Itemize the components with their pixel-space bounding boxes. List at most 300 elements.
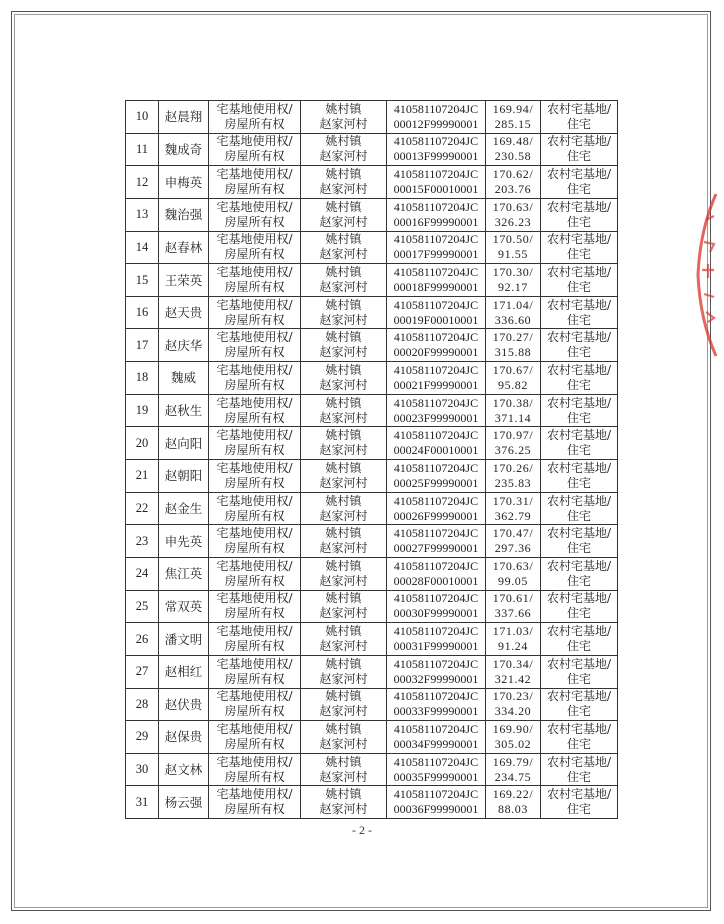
unit-code-cell <box>387 460 486 493</box>
owner-name-cell: 赵保贵 <box>159 721 209 754</box>
right-type-line: 宅基地使用权/ <box>216 689 293 704</box>
area-line: 235.83 <box>494 475 532 490</box>
right-type-line: 宅基地使用权/ <box>216 721 293 736</box>
unit-code-line: 00016F99990001 <box>393 214 479 229</box>
row-number-cell: 24 <box>126 557 159 590</box>
area-line: 336.60 <box>494 312 532 327</box>
table-row <box>126 688 618 721</box>
usage-cell <box>541 427 618 460</box>
location-line: 赵家河村 <box>319 606 368 621</box>
location-line: 赵家河村 <box>319 410 368 425</box>
usage-line: 农村宅基地/ <box>546 395 612 410</box>
right-type-line: 房屋所有权 <box>224 410 285 425</box>
unit-code-line: 00034F99990001 <box>393 736 479 751</box>
location-line: 姚村镇 <box>325 689 362 704</box>
owner-name-cell: 王荣英 <box>159 264 209 297</box>
location-line: 赵家河村 <box>319 116 368 131</box>
area-line: 171.03/ <box>492 624 534 639</box>
owner-name-cell: 赵相红 <box>159 655 209 688</box>
usage-line: 农村宅基地/ <box>546 167 612 182</box>
usage-cell <box>541 231 618 264</box>
right-type-line: 房屋所有权 <box>224 247 285 262</box>
table-row <box>126 460 618 493</box>
location-line: 姚村镇 <box>325 428 362 443</box>
owner-name-cell: 赵伏贵 <box>159 688 209 721</box>
location-line: 赵家河村 <box>319 541 368 556</box>
row-number-cell: 13 <box>126 198 159 231</box>
usage-line: 农村宅基地/ <box>546 362 612 377</box>
table-row <box>126 721 618 754</box>
usage-line: 农村宅基地/ <box>546 232 612 247</box>
location-line: 姚村镇 <box>325 101 362 116</box>
location-line: 赵家河村 <box>319 443 368 458</box>
usage-line: 住宅 <box>566 345 591 360</box>
location-line: 姚村镇 <box>325 330 362 345</box>
unit-code-line: 00033F99990001 <box>393 704 479 719</box>
row-number-cell: 25 <box>126 590 159 623</box>
right-type-cell <box>209 753 301 786</box>
location-line: 赵家河村 <box>319 247 368 262</box>
location-cell <box>301 786 387 819</box>
unit-code-line: 410581107204JC <box>393 265 479 280</box>
location-line: 赵家河村 <box>319 704 368 719</box>
right-type-cell <box>209 557 301 590</box>
usage-cell <box>541 786 618 819</box>
usage-line: 住宅 <box>566 149 591 164</box>
owner-name-cell: 赵晨翔 <box>159 101 209 134</box>
table-row <box>126 231 618 264</box>
area-cell <box>486 296 541 329</box>
right-type-cell <box>209 329 301 362</box>
unit-code-line: 00019F00010001 <box>393 312 479 327</box>
unit-code-line: 410581107204JC <box>393 395 479 410</box>
location-line: 姚村镇 <box>325 656 362 671</box>
area-line: 170.34/ <box>492 656 534 671</box>
right-type-line: 房屋所有权 <box>224 704 285 719</box>
usage-line: 住宅 <box>566 606 591 621</box>
unit-code-line: 00027F99990001 <box>393 541 479 556</box>
usage-line: 住宅 <box>566 443 591 458</box>
usage-line: 农村宅基地/ <box>546 297 612 312</box>
location-cell <box>301 753 387 786</box>
location-line: 姚村镇 <box>325 558 362 573</box>
area-line: 337.66 <box>494 606 532 621</box>
unit-code-cell <box>387 362 486 395</box>
right-type-cell <box>209 721 301 754</box>
table-row <box>126 101 618 134</box>
right-type-line: 宅基地使用权/ <box>216 232 293 247</box>
usage-line: 住宅 <box>566 769 591 784</box>
table-body <box>126 101 618 819</box>
right-type-line: 宅基地使用权/ <box>216 428 293 443</box>
location-line: 赵家河村 <box>319 475 368 490</box>
table-row <box>126 296 618 329</box>
area-line: 203.76 <box>494 182 532 197</box>
table-row <box>126 427 618 460</box>
unit-code-line: 00025F99990001 <box>393 475 479 490</box>
area-cell <box>486 753 541 786</box>
row-number-cell: 10 <box>126 101 159 134</box>
row-number-cell: 26 <box>126 623 159 656</box>
location-cell <box>301 492 387 525</box>
unit-code-line: 00012F99990001 <box>393 116 479 131</box>
location-line: 赵家河村 <box>319 182 368 197</box>
usage-cell <box>541 655 618 688</box>
area-line: 297.36 <box>494 541 532 556</box>
right-type-line: 宅基地使用权/ <box>216 460 293 475</box>
owner-name-cell: 潘文明 <box>159 623 209 656</box>
unit-code-cell <box>387 264 486 297</box>
location-cell <box>301 362 387 395</box>
right-type-line: 宅基地使用权/ <box>216 526 293 541</box>
owner-name-cell: 杨云强 <box>159 786 209 819</box>
right-type-line: 宅基地使用权/ <box>216 787 293 802</box>
usage-line: 住宅 <box>566 312 591 327</box>
right-type-cell <box>209 231 301 264</box>
unit-code-line: 410581107204JC <box>393 428 479 443</box>
unit-code-cell <box>387 166 486 199</box>
usage-cell <box>541 198 618 231</box>
usage-cell <box>541 362 618 395</box>
row-number-cell: 23 <box>126 525 159 558</box>
owner-name-cell: 赵春林 <box>159 231 209 264</box>
right-type-line: 房屋所有权 <box>224 280 285 295</box>
area-line: 170.63/ <box>492 558 534 573</box>
right-type-line: 房屋所有权 <box>224 639 285 654</box>
owner-name-cell: 魏成奇 <box>159 133 209 166</box>
area-cell <box>486 786 541 819</box>
owner-name-cell: 赵文林 <box>159 753 209 786</box>
unit-code-cell <box>387 394 486 427</box>
location-line: 姚村镇 <box>325 754 362 769</box>
row-number-cell: 21 <box>126 460 159 493</box>
area-line: 326.23 <box>494 214 532 229</box>
table-row <box>126 198 618 231</box>
usage-line: 住宅 <box>566 704 591 719</box>
owner-name-cell: 焦江英 <box>159 557 209 590</box>
owner-name-cell: 赵天贵 <box>159 296 209 329</box>
area-line: 334.20 <box>494 704 532 719</box>
area-line: 234.75 <box>494 769 532 784</box>
area-cell <box>486 460 541 493</box>
table-row <box>126 492 618 525</box>
area-line: 169.79/ <box>492 754 534 769</box>
right-type-line: 房屋所有权 <box>224 377 285 392</box>
location-cell <box>301 655 387 688</box>
owner-name-cell: 赵金生 <box>159 492 209 525</box>
unit-code-line: 00024F00010001 <box>393 443 479 458</box>
page-number: - 2 - <box>352 823 372 837</box>
usage-line: 住宅 <box>566 802 591 817</box>
location-line: 姚村镇 <box>325 297 362 312</box>
area-cell <box>486 394 541 427</box>
unit-code-cell <box>387 655 486 688</box>
unit-code-line: 410581107204JC <box>393 460 479 475</box>
right-type-line: 房屋所有权 <box>224 345 285 360</box>
location-line: 姚村镇 <box>325 493 362 508</box>
red-seal-fragment-icon <box>692 190 720 360</box>
area-line: 99.05 <box>498 573 528 588</box>
unit-code-line: 00020F99990001 <box>393 345 479 360</box>
usage-line: 农村宅基地/ <box>546 624 612 639</box>
usage-line: 住宅 <box>566 573 591 588</box>
area-line: 169.48/ <box>492 134 534 149</box>
area-line: 170.30/ <box>492 265 534 280</box>
row-number-cell: 30 <box>126 753 159 786</box>
owner-name-cell: 魏治强 <box>159 198 209 231</box>
row-number-cell: 15 <box>126 264 159 297</box>
unit-code-line: 410581107204JC <box>393 624 479 639</box>
table-row <box>126 557 618 590</box>
location-line: 姚村镇 <box>325 199 362 214</box>
location-line: 姚村镇 <box>325 134 362 149</box>
row-number-cell: 31 <box>126 786 159 819</box>
table-row <box>126 133 618 166</box>
right-type-line: 房屋所有权 <box>224 769 285 784</box>
right-type-line: 宅基地使用权/ <box>216 101 293 116</box>
row-number-cell: 29 <box>126 721 159 754</box>
unit-code-cell <box>387 753 486 786</box>
location-line: 姚村镇 <box>325 232 362 247</box>
row-number-cell: 11 <box>126 133 159 166</box>
location-line: 姚村镇 <box>325 721 362 736</box>
right-type-line: 宅基地使用权/ <box>216 134 293 149</box>
usage-line: 农村宅基地/ <box>546 754 612 769</box>
unit-code-line: 410581107204JC <box>393 754 479 769</box>
location-line: 姚村镇 <box>325 362 362 377</box>
usage-line: 住宅 <box>566 116 591 131</box>
row-number-cell: 19 <box>126 394 159 427</box>
right-type-line: 宅基地使用权/ <box>216 362 293 377</box>
usage-line: 住宅 <box>566 182 591 197</box>
location-line: 赵家河村 <box>319 671 368 686</box>
table-row <box>126 753 618 786</box>
unit-code-line: 410581107204JC <box>393 558 479 573</box>
location-cell <box>301 166 387 199</box>
right-type-cell <box>209 264 301 297</box>
usage-line: 住宅 <box>566 410 591 425</box>
location-cell <box>301 557 387 590</box>
location-line: 赵家河村 <box>319 214 368 229</box>
right-type-cell <box>209 460 301 493</box>
right-type-line: 房屋所有权 <box>224 116 285 131</box>
location-line: 赵家河村 <box>319 280 368 295</box>
unit-code-line: 00021F99990001 <box>393 377 479 392</box>
area-line: 170.47/ <box>492 526 534 541</box>
table-row <box>126 525 618 558</box>
right-type-cell <box>209 525 301 558</box>
right-type-line: 房屋所有权 <box>224 541 285 556</box>
area-line: 169.94/ <box>492 101 534 116</box>
right-type-line: 宅基地使用权/ <box>216 656 293 671</box>
usage-cell <box>541 296 618 329</box>
right-type-line: 房屋所有权 <box>224 671 285 686</box>
usage-line: 农村宅基地/ <box>546 265 612 280</box>
usage-line: 住宅 <box>566 377 591 392</box>
table-row <box>126 394 618 427</box>
location-line: 姚村镇 <box>325 460 362 475</box>
table-row <box>126 329 618 362</box>
usage-line: 住宅 <box>566 214 591 229</box>
unit-code-cell <box>387 557 486 590</box>
location-line: 姚村镇 <box>325 265 362 280</box>
owner-name-cell: 申先英 <box>159 525 209 558</box>
usage-line: 农村宅基地/ <box>546 330 612 345</box>
row-number-cell: 12 <box>126 166 159 199</box>
location-line: 赵家河村 <box>319 377 368 392</box>
unit-code-cell <box>387 296 486 329</box>
unit-code-line: 410581107204JC <box>393 689 479 704</box>
right-type-cell <box>209 623 301 656</box>
area-cell <box>486 329 541 362</box>
usage-cell <box>541 721 618 754</box>
usage-line: 农村宅基地/ <box>546 199 612 214</box>
area-line: 362.79 <box>494 508 532 523</box>
usage-cell <box>541 394 618 427</box>
usage-line: 住宅 <box>566 736 591 751</box>
table-row <box>126 623 618 656</box>
unit-code-line: 410581107204JC <box>393 362 479 377</box>
area-line: 285.15 <box>494 116 532 131</box>
location-line: 赵家河村 <box>319 345 368 360</box>
area-line: 95.82 <box>498 377 528 392</box>
usage-line: 住宅 <box>566 280 591 295</box>
area-line: 170.63/ <box>492 199 534 214</box>
row-number-cell: 28 <box>126 688 159 721</box>
area-line: 371.14 <box>494 410 532 425</box>
owner-name-cell: 常双英 <box>159 590 209 623</box>
right-type-line: 房屋所有权 <box>224 606 285 621</box>
location-line: 姚村镇 <box>325 787 362 802</box>
area-cell <box>486 721 541 754</box>
area-cell <box>486 655 541 688</box>
unit-code-line: 410581107204JC <box>393 167 479 182</box>
right-type-cell <box>209 492 301 525</box>
unit-code-cell <box>387 590 486 623</box>
location-cell <box>301 394 387 427</box>
right-type-cell <box>209 394 301 427</box>
unit-code-line: 00013F99990001 <box>393 149 479 164</box>
location-cell <box>301 623 387 656</box>
area-cell <box>486 590 541 623</box>
right-type-line: 房屋所有权 <box>224 443 285 458</box>
area-line: 321.42 <box>494 671 532 686</box>
unit-code-line: 00031F99990001 <box>393 639 479 654</box>
right-type-line: 房屋所有权 <box>224 802 285 817</box>
location-line: 赵家河村 <box>319 639 368 654</box>
unit-code-line: 00023F99990001 <box>393 410 479 425</box>
usage-cell <box>541 166 618 199</box>
usage-cell <box>541 101 618 134</box>
location-line: 姚村镇 <box>325 395 362 410</box>
table-row <box>126 590 618 623</box>
location-line: 赵家河村 <box>319 573 368 588</box>
row-number-cell: 14 <box>126 231 159 264</box>
location-cell <box>301 427 387 460</box>
unit-code-line: 410581107204JC <box>393 134 479 149</box>
area-cell <box>486 231 541 264</box>
area-cell <box>486 492 541 525</box>
usage-line: 农村宅基地/ <box>546 134 612 149</box>
location-cell <box>301 264 387 297</box>
unit-code-line: 00032F99990001 <box>393 671 479 686</box>
area-line: 170.50/ <box>492 232 534 247</box>
usage-line: 住宅 <box>566 671 591 686</box>
location-line: 赵家河村 <box>319 769 368 784</box>
area-cell <box>486 264 541 297</box>
homestead-records-table <box>125 100 618 819</box>
right-type-cell <box>209 362 301 395</box>
right-type-line: 宅基地使用权/ <box>216 754 293 769</box>
right-type-cell <box>209 655 301 688</box>
right-type-line: 宅基地使用权/ <box>216 395 293 410</box>
row-number-cell: 17 <box>126 329 159 362</box>
area-line: 170.27/ <box>492 330 534 345</box>
area-cell <box>486 427 541 460</box>
usage-line: 农村宅基地/ <box>546 101 612 116</box>
unit-code-line: 410581107204JC <box>393 493 479 508</box>
right-type-line: 房屋所有权 <box>224 736 285 751</box>
area-line: 170.61/ <box>492 591 534 606</box>
unit-code-line: 410581107204JC <box>393 656 479 671</box>
unit-code-line: 410581107204JC <box>393 526 479 541</box>
table-row <box>126 264 618 297</box>
right-type-line: 房屋所有权 <box>224 214 285 229</box>
usage-line: 农村宅基地/ <box>546 787 612 802</box>
usage-line: 住宅 <box>566 475 591 490</box>
area-line: 170.23/ <box>492 689 534 704</box>
location-line: 姚村镇 <box>325 526 362 541</box>
unit-code-line: 00036F99990001 <box>393 802 479 817</box>
owner-name-cell: 赵庆华 <box>159 329 209 362</box>
table-row <box>126 166 618 199</box>
area-cell <box>486 557 541 590</box>
area-cell <box>486 133 541 166</box>
location-line: 姚村镇 <box>325 167 362 182</box>
unit-code-cell <box>387 525 486 558</box>
unit-code-cell <box>387 688 486 721</box>
unit-code-cell <box>387 721 486 754</box>
usage-line: 农村宅基地/ <box>546 428 612 443</box>
location-cell <box>301 688 387 721</box>
area-line: 169.22/ <box>492 787 534 802</box>
unit-code-cell <box>387 133 486 166</box>
right-type-line: 宅基地使用权/ <box>216 624 293 639</box>
usage-line: 住宅 <box>566 247 591 262</box>
right-type-cell <box>209 166 301 199</box>
unit-code-cell <box>387 427 486 460</box>
area-line: 230.58 <box>494 149 532 164</box>
unit-code-line: 410581107204JC <box>393 297 479 312</box>
unit-code-line: 00026F99990001 <box>393 508 479 523</box>
right-type-line: 房屋所有权 <box>224 312 285 327</box>
right-type-line: 房屋所有权 <box>224 475 285 490</box>
unit-code-line: 00035F99990001 <box>393 769 479 784</box>
area-cell <box>486 688 541 721</box>
location-cell <box>301 525 387 558</box>
location-line: 赵家河村 <box>319 736 368 751</box>
area-cell <box>486 166 541 199</box>
owner-name-cell: 赵秋生 <box>159 394 209 427</box>
location-cell <box>301 198 387 231</box>
location-cell <box>301 101 387 134</box>
right-type-cell <box>209 296 301 329</box>
usage-cell <box>541 590 618 623</box>
unit-code-line: 410581107204JC <box>393 721 479 736</box>
right-type-line: 宅基地使用权/ <box>216 330 293 345</box>
usage-cell <box>541 492 618 525</box>
location-line: 赵家河村 <box>319 312 368 327</box>
